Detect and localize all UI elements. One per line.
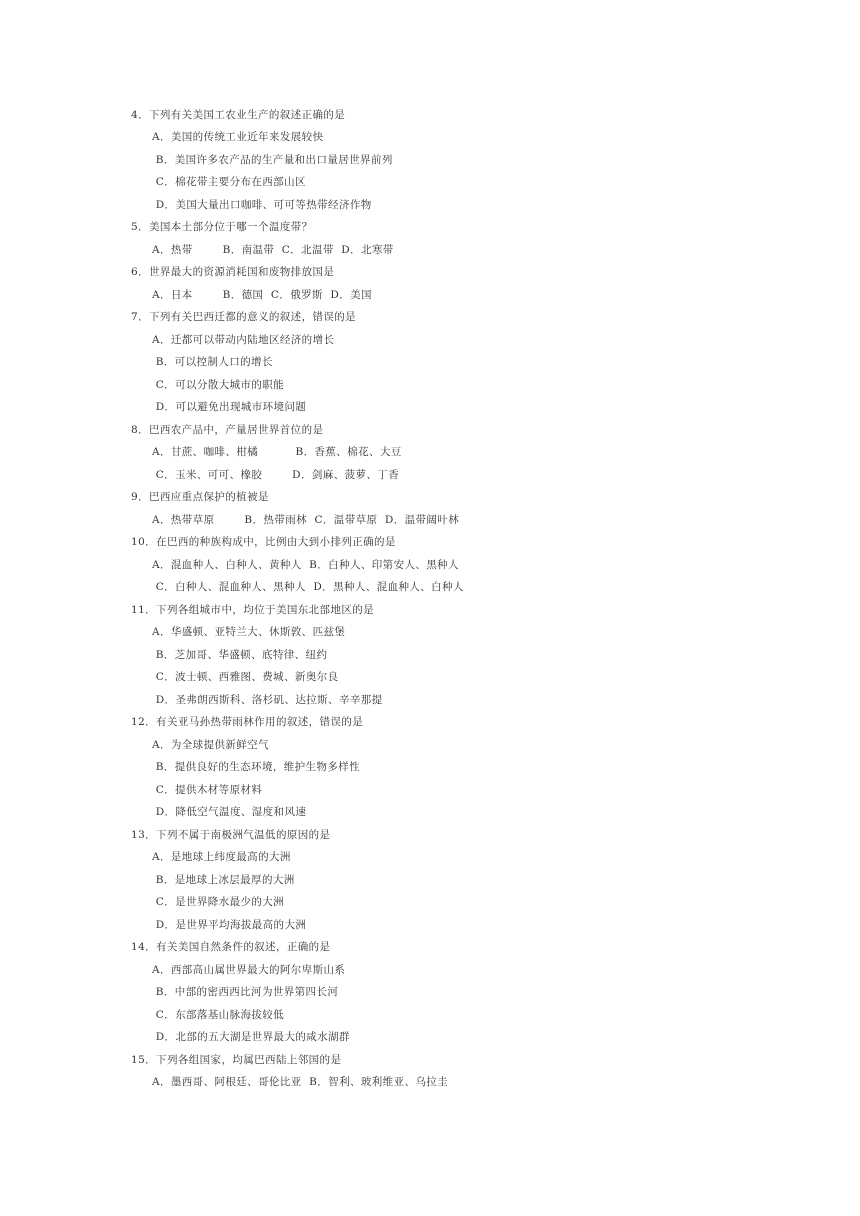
question-13-option-c: C．是世界降水最少的大洲 [152,896,285,908]
question-14-option-d: D．北部的五大湖是世界最大的咸水湖群 [152,1031,350,1043]
question-4-option-c: C．棉花带主要分布在西部山区 [152,176,306,188]
question-13-stem: 13．下列不属于南极洲气温低的原因的是 [131,829,331,841]
question-14-option-c: C．东部落基山脉海拔较低 [152,1009,285,1021]
question-11-stem: 11．下列各组城市中，均位于美国东北部地区的是 [131,604,375,616]
question-4-option-b: B．美国许多农产品的生产量和出口量居世界前列 [152,154,393,166]
question-14-stem: 14．有关美国自然条件的叙述，正确的是 [131,941,331,953]
question-12-option-b: B．提供良好的生态环境，维护生物多样性 [152,761,361,773]
question-14-option-a: A．西部高山属世界最大的阿尔卑斯山系 [152,964,346,976]
question-9-stem: 9．巴西应重点保护的植被是 [131,491,269,503]
question-11-option-d: D．圣弗朗西斯科、洛杉矶、达拉斯、辛辛那提 [152,694,383,706]
question-14-option-b: B．中部的密西西比河为世界第四长河 [152,986,339,998]
question-8-options-ab: A．甘蔗、咖啡、柑橘 B．香蕉、棉花、大豆 [152,446,402,458]
question-11-option-b: B．芝加哥、华盛顿、底特律、纽约 [152,649,328,661]
question-11-option-c: C．波士顿、西雅图、费城、新奥尔良 [152,671,339,683]
question-8-stem: 8．巴西农产品中，产量居世界首位的是 [131,424,324,436]
question-8-options-cd: C．玉米、可可、橡胶 D．剑麻、菠萝、丁香 [152,469,400,481]
question-10-stem: 10．在巴西的种族构成中，比例由大到小排列正确的是 [131,536,396,548]
question-5-stem: 5．美国本土部分位于哪一个温度带？ [131,221,313,233]
question-7-option-a: A．迁都可以带动内陆地区经济的增长 [152,334,335,346]
question-12-option-c: C．提供木材等原材料 [152,784,263,796]
question-5-options: A．热带 B．南温带 C．北温带 D．北寒带 [152,244,394,256]
question-6-stem: 6．世界最大的资源消耗国和废物排放国是 [131,266,335,278]
question-15-stem: 15．下列各组国家，均属巴西陆上邻国的是 [131,1054,342,1066]
question-9-options: A．热带草原 B．热带雨林 C．温带草原 D．温带阔叶林 [152,514,460,526]
question-12-option-a: A．为全球提供新鲜空气 [152,739,269,751]
question-15-options-ab: A．墨西哥、阿根廷、哥伦比亚 B．智利、玻利维亚、乌拉圭 [152,1076,449,1088]
question-7-stem: 7．下列有关巴西迁都的意义的叙述，错误的是 [131,311,357,323]
question-6-options: A．日本 B．德国 C．俄罗斯 D．美国 [152,289,372,301]
question-13-option-b: B．是地球上冰层最厚的大洲 [152,874,295,886]
question-12-option-d: D．降低空气温度、湿度和风速 [152,806,307,818]
question-4-stem: 4．下列有关美国工农业生产的叙述正确的是 [131,109,346,121]
question-13-option-d: D．是世界平均海拔最高的大洲 [152,919,307,931]
question-10-options-ab: A．混血种人、白种人、黄种人 B．白种人、印第安人、黑种人 [152,559,459,571]
question-12-stem: 12．有关亚马孙热带雨林作用的叙述，错误的是 [131,716,364,728]
question-10-options-cd: C．白种人、混血种人、黑种人 D．黑种人、混血种人、白种人 [152,581,464,593]
question-7-option-b: B．可以控制人口的增长 [152,356,273,368]
question-7-option-c: C．可以分散大城市的职能 [152,379,285,391]
question-4-option-d: D．美国大量出口咖啡、可可等热带经济作物 [152,199,372,211]
question-4-option-a: A．美国的传统工业近年来发展较快 [152,131,324,143]
question-13-option-a: A．是地球上纬度最高的大洲 [152,851,291,863]
question-11-option-a: A．华盛顿、亚特兰大、休斯敦、匹兹堡 [152,626,346,638]
question-7-option-d: D．可以避免出现城市环境问题 [152,401,307,413]
